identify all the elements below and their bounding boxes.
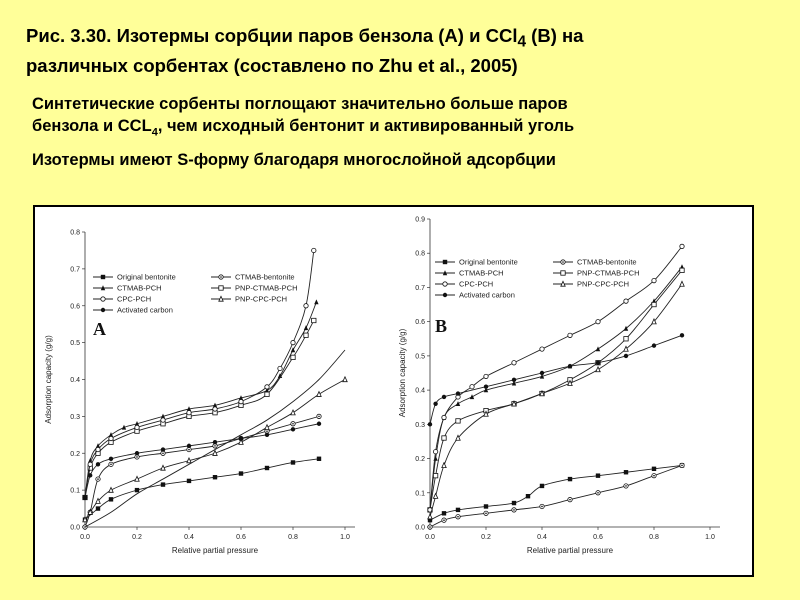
y-tick-label: 0.8 [415, 250, 425, 258]
chart-panel-B [398, 217, 720, 556]
data-point [343, 377, 347, 382]
legend-label: Original bentonite [117, 272, 176, 282]
data-point [442, 511, 446, 515]
bullet-2-text: Изотермы имеют S-форму благодаря многослойной адсорбции [32, 151, 556, 170]
x-tick-label: 0.6 [236, 534, 246, 541]
x-tick-label: 0.6 [593, 534, 603, 541]
data-point [187, 444, 191, 448]
data-point [596, 367, 600, 372]
data-point [680, 281, 684, 286]
data-point [456, 391, 460, 395]
data-point [135, 425, 139, 429]
data-point [278, 366, 282, 370]
data-point [652, 467, 656, 471]
legend-label: CTMAB-bentonite [577, 257, 637, 267]
y-tick-label: 0.5 [70, 340, 80, 348]
data-point [239, 471, 243, 475]
data-point-dot [457, 516, 459, 518]
y-axis-label: Adsorption capacity (g/g) [44, 335, 53, 424]
data-point [652, 302, 656, 306]
data-point [304, 333, 308, 337]
data-point [624, 299, 628, 303]
series-line [85, 321, 314, 498]
data-point [540, 484, 544, 488]
data-point [652, 343, 656, 347]
series-6 [428, 333, 684, 426]
data-point-dot [443, 519, 445, 521]
data-point [187, 410, 191, 414]
data-point [568, 364, 572, 368]
data-point [442, 436, 446, 440]
data-point [265, 385, 269, 389]
legend-marker [443, 293, 447, 297]
data-point-dot [162, 452, 164, 454]
chart-panel-A [44, 230, 355, 556]
x-axis-label: Relative partial pressure [171, 546, 259, 555]
legend-label: PNP-CTMAB-PCH [235, 283, 298, 293]
data-point [484, 374, 488, 378]
data-point [161, 447, 165, 451]
data-point [317, 457, 321, 461]
data-point [265, 425, 269, 430]
series-3 [83, 318, 316, 499]
y-tick-label: 0.8 [70, 229, 80, 237]
data-point [265, 392, 269, 396]
data-point [433, 456, 437, 461]
legend-label: CPC-PCH [459, 279, 494, 289]
data-point [96, 462, 100, 466]
y-tick-label: 0.2 [415, 456, 425, 464]
series-line [430, 465, 682, 527]
data-point [109, 436, 113, 440]
legend-label: PNP-CPC-PCH [577, 279, 630, 289]
data-point [540, 347, 544, 351]
data-point [291, 460, 295, 464]
series-5 [428, 281, 684, 519]
data-point-dot [214, 445, 216, 447]
y-tick-label: 0.0 [415, 524, 425, 532]
series-line [85, 416, 319, 527]
bullet-1 [32, 93, 732, 143]
data-point [470, 394, 474, 399]
series-line [430, 270, 682, 510]
data-point [596, 473, 600, 477]
y-tick-label: 0.3 [70, 413, 80, 421]
series-line [85, 302, 316, 497]
data-point-dot [292, 423, 294, 425]
data-point [456, 401, 460, 406]
data-point-dot [136, 456, 138, 458]
data-point [135, 488, 139, 492]
data-point-dot [110, 464, 112, 466]
data-point [83, 495, 87, 499]
data-point [596, 346, 600, 351]
data-point-dot [318, 416, 320, 418]
data-point [433, 494, 437, 499]
x-axis-label: Relative partial pressure [526, 546, 614, 555]
panel-label: A [93, 319, 106, 339]
data-point [317, 392, 321, 397]
data-point [239, 436, 243, 440]
legend-label: CTMAB-PCH [459, 268, 504, 278]
data-point [291, 340, 295, 344]
y-tick-label: 0.1 [70, 487, 80, 495]
data-point [96, 447, 100, 451]
series-2 [83, 299, 319, 499]
data-point [442, 415, 446, 419]
data-point [484, 384, 488, 388]
bullet-1-line1: Синтетические сорбенты поглощают значительно больше паров [32, 95, 568, 113]
series-6 [83, 422, 321, 500]
x-tick-label: 0.2 [481, 534, 491, 541]
series-0 [428, 463, 684, 522]
data-point [428, 422, 432, 426]
data-point [161, 482, 165, 486]
data-point-dot [97, 478, 99, 480]
data-point [596, 319, 600, 323]
legend-label: PNP-CTMAB-PCH [577, 268, 640, 278]
data-point [433, 473, 437, 477]
y-tick-label: 0.1 [415, 490, 425, 498]
data-point [304, 304, 308, 308]
data-point [304, 325, 308, 330]
slide-body [32, 93, 732, 177]
data-point [239, 399, 243, 403]
legend [435, 258, 640, 300]
legend-label: CPC-PCH [117, 294, 152, 304]
bullet-1-line2: бензола и CCL [32, 117, 152, 135]
y-tick-label: 0.5 [415, 353, 425, 361]
data-point [433, 450, 437, 454]
data-point [624, 470, 628, 474]
data-point [596, 361, 600, 365]
legend-label: Original bentonite [459, 257, 518, 267]
data-point [680, 244, 684, 248]
slide-title [26, 24, 759, 77]
data-point [512, 501, 516, 505]
y-tick-label: 0.0 [70, 524, 80, 532]
x-tick-label: 0.4 [184, 534, 194, 541]
y-tick-label: 0.2 [70, 450, 80, 458]
data-point [652, 278, 656, 282]
bullet-1-line2-end: , чем исходный бентонит и активированный уголь [157, 117, 575, 135]
x-tick-label: 0.0 [80, 534, 90, 541]
data-point [109, 457, 113, 461]
legend-marker [443, 260, 447, 264]
legend-marker-dot [220, 276, 222, 278]
data-point-dot [513, 509, 515, 511]
data-point-dot [681, 465, 683, 467]
legend-label: PNP-CPC-PCH [235, 294, 288, 304]
data-point-dot [188, 449, 190, 451]
data-point [624, 326, 628, 331]
legend-marker [219, 286, 223, 290]
bullet-2 [32, 149, 732, 171]
series-7 [85, 350, 345, 527]
data-point-dot [569, 499, 571, 501]
data-point [568, 333, 572, 337]
legend-marker [561, 271, 565, 275]
data-point [96, 506, 100, 510]
data-point [428, 514, 432, 519]
x-tick-label: 0.8 [288, 534, 298, 541]
series-line [430, 465, 682, 520]
series-1 [428, 463, 684, 529]
isotherm-figure [33, 205, 754, 577]
x-tick-label: 0.0 [425, 534, 435, 541]
data-point [456, 419, 460, 423]
data-point-dot [429, 526, 431, 528]
data-point [187, 479, 191, 483]
data-point [512, 361, 516, 365]
y-tick-label: 0.7 [415, 284, 425, 292]
data-point [161, 418, 165, 422]
x-tick-label: 1.0 [340, 534, 350, 541]
data-point-dot [597, 492, 599, 494]
y-tick-label: 0.6 [415, 319, 425, 327]
y-tick-label: 0.9 [415, 216, 425, 224]
bullet-1-subscript: 4 [151, 126, 158, 139]
series-1 [83, 414, 321, 529]
legend-label: Activated carbon [459, 290, 515, 300]
data-point [470, 384, 474, 388]
data-point-dot [485, 513, 487, 515]
x-tick-label: 0.8 [649, 534, 659, 541]
series-line [430, 335, 682, 424]
series-line [85, 350, 345, 527]
data-point [568, 477, 572, 481]
data-point [314, 299, 318, 304]
legend-label: Activated carbon [117, 305, 173, 315]
data-point [213, 475, 217, 479]
data-point [135, 451, 139, 455]
data-point [265, 433, 269, 437]
panel-label: B [435, 316, 448, 336]
data-point [442, 395, 446, 399]
data-point-dot [625, 485, 627, 487]
data-point [442, 463, 446, 468]
data-point [291, 355, 295, 359]
title-line2-text: различных сорбентах (составлено по Zhu et al., 2005) [26, 54, 518, 76]
title-line1-end: (B) на [526, 25, 584, 46]
data-point [109, 487, 113, 492]
legend-label: CTMAB-bentonite [235, 272, 295, 282]
data-point [624, 337, 628, 341]
y-tick-label: 0.7 [70, 266, 80, 274]
y-tick-label: 0.3 [415, 421, 425, 429]
data-point [624, 354, 628, 358]
data-point [291, 410, 295, 415]
data-point [88, 473, 92, 477]
series-0 [83, 457, 321, 522]
legend-marker-dot [562, 261, 564, 263]
data-point [312, 248, 316, 252]
data-point [512, 378, 516, 382]
x-tick-label: 0.2 [132, 534, 142, 541]
legend-marker [101, 297, 105, 301]
data-point [680, 333, 684, 337]
data-point [213, 440, 217, 444]
data-point [291, 427, 295, 431]
legend-marker [101, 275, 105, 279]
data-point [88, 462, 92, 466]
data-point [526, 494, 530, 498]
legend-marker [443, 282, 447, 286]
data-point [680, 268, 684, 272]
y-tick-label: 0.4 [70, 377, 80, 384]
y-tick-label: 0.6 [70, 303, 80, 311]
data-point [317, 422, 321, 426]
title-subscript: 4 [517, 33, 527, 51]
title-line1-text: Рис. 3.30. Изотермы сорбции паров бензола (A) и CCl [26, 25, 518, 46]
data-point [624, 346, 628, 351]
data-point-dot [653, 475, 655, 477]
data-point [433, 402, 437, 406]
data-point [213, 407, 217, 411]
data-point-dot [541, 506, 543, 508]
data-point [265, 466, 269, 470]
legend-marker [101, 308, 105, 312]
x-tick-label: 1.0 [705, 534, 715, 541]
legend-label: CTMAB-PCH [117, 283, 162, 293]
data-point [312, 318, 316, 322]
y-tick-label: 0.4 [415, 387, 425, 395]
data-point [484, 504, 488, 508]
isotherm-charts-svg [35, 207, 752, 575]
legend [93, 273, 298, 315]
data-point [456, 508, 460, 512]
data-point [540, 371, 544, 375]
x-tick-label: 0.4 [537, 534, 547, 541]
data-point-dot [266, 430, 268, 432]
y-axis-label: Adsorption capacity (g/g) [398, 328, 407, 418]
series-line [85, 459, 319, 520]
data-point [109, 497, 113, 501]
